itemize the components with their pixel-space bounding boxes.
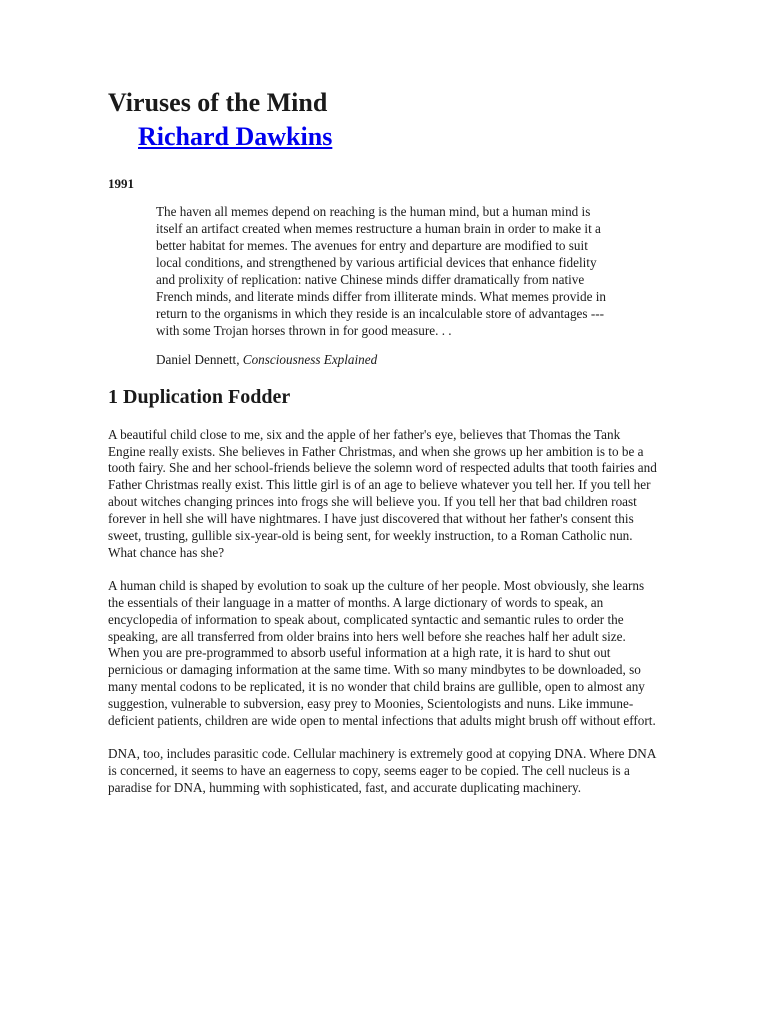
epigraph-source-author: Daniel Dennett, xyxy=(156,352,243,367)
body-paragraph: DNA, too, includes parasitic code. Cellular machinery is extremely good at copying DNA. Where DNA is concerned, it seems to have an eagerness to copy, seems eager to be copied. The cell nucleus is a paradise for DNA, humming with sophisticated, fast, and accurate duplicating machinery. xyxy=(108,746,656,795)
body-paragraph: A beautiful child close to me, six and the apple of her father's eye, believes that Thomas the Tank Engine really exists. She believes in Father Christmas, and when she grows up her ambition is to be a tooth fairy. She and her school-friends believe the solemn word of respected adults that tooth fairies and Father Christmas really exist. This little girl is of an age to believe whatever you tell her. If you tell her about witches changing princes into frogs she will believe you. If you tell her that bad children roast forever in hell she will have nightmares. I have just discovered that without her father's consent this sweet, trusting, gullible six-year-old is being sent, for weekly instruction, to a Roman Catholic nun. What chance has she? xyxy=(108,426,657,560)
epigraph-source xyxy=(156,351,660,368)
epigraph-source-title: Consciousness Explained xyxy=(242,352,378,367)
epigraph-quote: The haven all memes depend on reaching is the human mind, but a human mind is itself an artifact created when memes restructure a human brain in order to make it a better habitat for memes. The avenues for entry and departure are modified to suit local conditions, and strengthened by various artificial devices that enhance fidelity and prolixity of replication: native Chinese minds differ dramatically from native French minds, and literate minds differ from illiterate minds. What memes provide in return to the organisms in which they reside is an incalculable store of advantages --- with some Trojan horses thrown in for good measure. . . xyxy=(156,204,606,338)
section-heading: 1 Duplication Fodder xyxy=(108,386,291,408)
publication-year: 1991 xyxy=(108,176,134,191)
document-page xyxy=(108,86,660,810)
document-title: Viruses of the Mind xyxy=(108,88,328,117)
body-paragraph: A human child is shaped by evolution to soak up the culture of her people. Most obviously, she learns the essentials of their language in a matter of months. A large dictionary of words to speak, an encyclopedia of information to speak about, complicated syntactic and semantic rules to order the speaking, are all transferred from older brains into hers well before she reaches half her adult size. When you are pre-programmed to absorb useful information at a high rate, it is hard to shut out pernicious or damaging information at the same time. With so many mindbytes to be downloaded, so many mental codons to be replicated, it is no wonder that child brains are gullible, open to almost any suggestion, vulnerable to subversion, easy prey to Moonies, Scientologists and nuns. Like immune-deficient patients, children are wide open to mental infections that adults might brush off without effort. xyxy=(108,577,656,729)
author-link[interactable]: Richard Dawkins xyxy=(138,122,333,151)
